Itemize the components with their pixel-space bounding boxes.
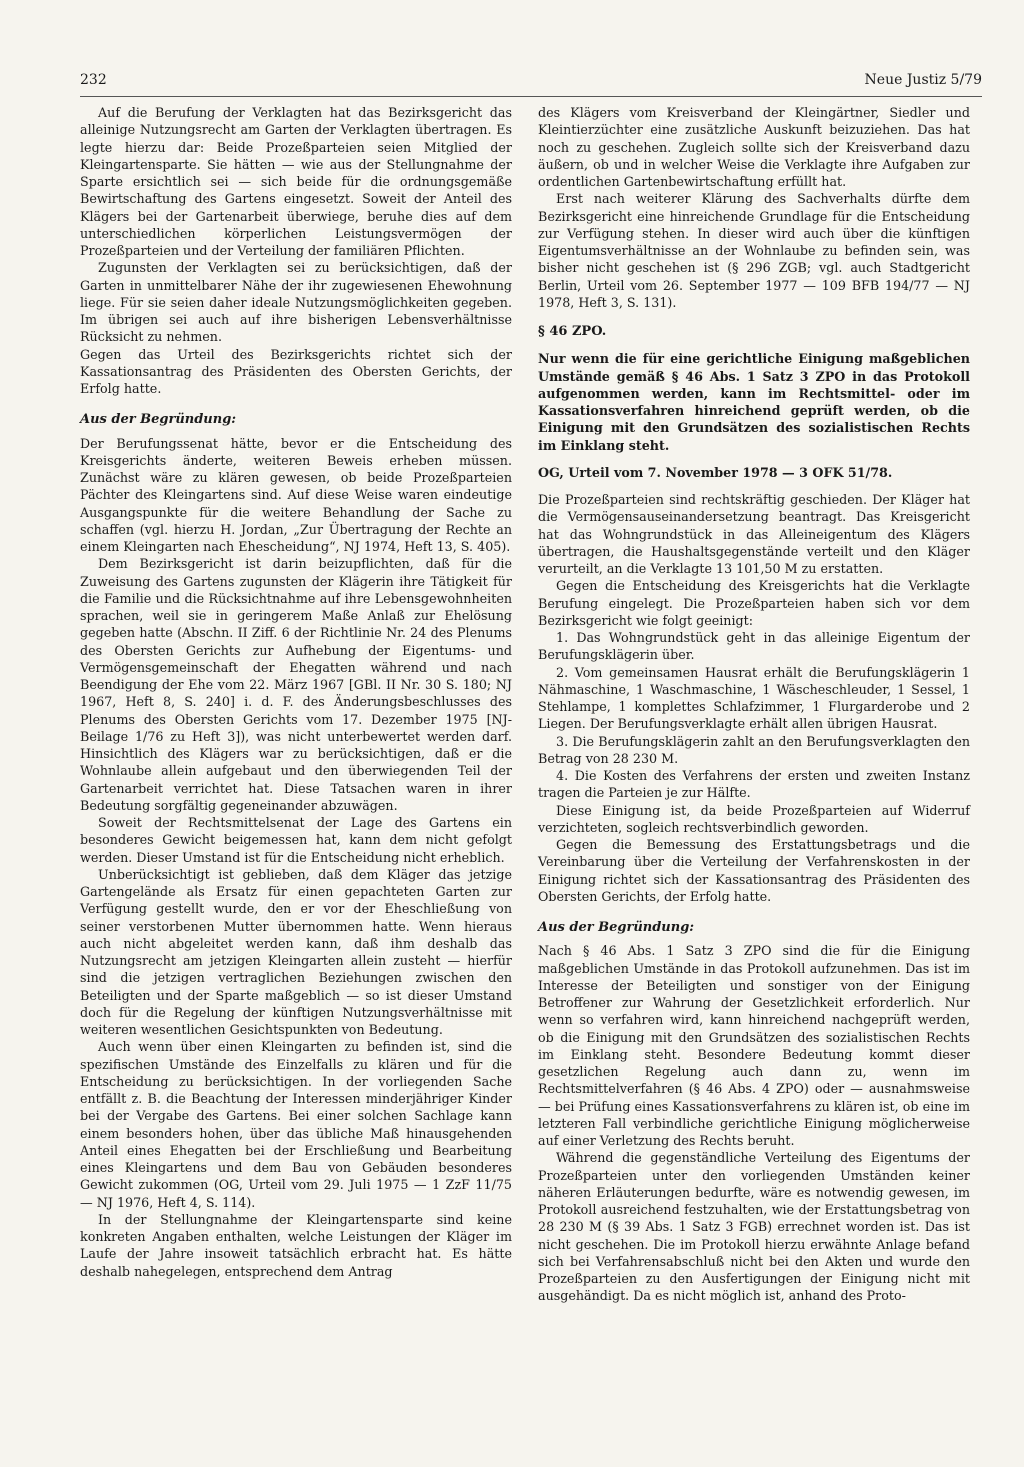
- paragraph: Zugunsten der Verklagten sei zu berücksichtigen, daß der Garten in unmittelbarer Nähe der ihr zugewiesenen Ehewohnung liege. Für sie seien daher ideale Nutzungsmöglichkeiten gegeben. Im übrigen sei auch auf ihre bisherigen Lebensverhältnisse Rücksicht zu nehmen.: [80, 260, 512, 345]
- right-column: [538, 104, 970, 1305]
- paragraph: Auf die Berufung der Verklagten hat das Bezirksgericht das alleinige Nutzungsrecht am Garten der Verklagten übertragen. Es legte hierzu dar: Beide Prozeßparteien seien Mitglied der Kleingartensparte. Sie hätten — wie aus der Stellungnahme der Sparte ersichtlich sei — sich beide für die ordnungsgemäße Bewirtschaftung des Gartens eingesetzt. Soweit der Anteil des Klägers bei der Gartenarbeit überwiege, beruhe dies auf dem unterschiedlichen körperlichen Leistungsvermögen der Prozeßparteien und der Verteilung der familiären Pflichten.: [80, 105, 512, 258]
- paragraph: Diese Einigung ist, da beide Prozeßparteien auf Widerruf verzichteten, sogleich rechtsverbindlich geworden.: [538, 802, 970, 835]
- page-header: [80, 72, 982, 94]
- paragraph: Unberücksichtigt ist geblieben, daß dem Kläger das jetzige Gartengelände als Ersatz für einen gepachteten Garten zur Verfügung gestellt wurde, den er vor der Eheschließung von seiner verstorbenen Mutter übernommen hatte. Wenn hieraus auch nicht abgeleitet werden kann, daß ihm deshalb das Nutzungsrecht am jetzigen Kleingarten allein zusteht — hierfür sind die jetzigen vertraglichen Beziehungen zwischen den Beteiligten und der Sparte maßgeblich — so ist dieser Umstand doch für die Regelung der künftigen Nutzungsverhältnisse mit weiteren wesentlichen Gesichtspunkten von Bedeutung.: [80, 866, 512, 1037]
- list-item: 3. Die Berufungsklägerin zahlt an den Berufungsverklagten den Betrag von 28 230 M.: [538, 733, 970, 766]
- section-heading: Aus der Begründung:: [80, 412, 237, 428]
- paragraph: Gegen das Urteil des Bezirksgerichts richtet sich der Kassationsantrag des Präsidenten des Obersten Gerichts, der Erfolg hatte.: [80, 346, 512, 396]
- paragraph: Dem Bezirksgericht ist darin beizupflichten, daß für die Zuweisung des Gartens zugunsten der Klägerin ihre Tätigkeit für die Familie und die Rücksichtnahme auf ihre Lebensgewohnheiten sprachen, weil sie in geringerem Maße Anlaß zur Ehelösung gegeben hatte (Abschn. II Ziff. 6 der Richtlinie Nr. 24 des Plenums des Obersten Gerichts zur Aufhebung der Eigentums- und Vermögensgemeinschaft der Ehegatten während und nach Beendigung der Ehe vom 22. März 1967 [GBl. II Nr. 30 S. 180; NJ 1967, Heft 8, S. 240] i. d. F. des Änderungsbeschlusses des Plenums des Obersten Gerichts vom 17. Dezember 1975 [NJ-Beilage 1/76 zu Heft 3]), was nicht unterbewertet werden darf. Hinsichtlich des Klägers war zu berücksichtigen, daß er die Wohnlaube allein aufgebaut und den überwiegenden Teil der Gartenarbeit verrichtet hat. Diese Tatsachen waren in ihrer Bedeutung sorgfältig gegeneinander abzuwägen.: [80, 556, 512, 813]
- paragraph: des Klägers vom Kreisverband der Kleingärtner, Siedler und Kleintierzüchter eine zusätzliche Auskunft beizuziehen. Das hat noch zu geschehen. Zugleich sollte sich der Kreisverband dazu äußern, ob und in welcher Weise die Verklagte ihre Aufgaben zur ordentlichen Gartenbewirtschaftung erfüllt hat.: [538, 105, 970, 189]
- paragraph: Erst nach weiterer Klärung des Sachverhalts dürfte dem Bezirksgericht eine hinreichende Grundlage für die Entscheidung zur Verfügung stehen. In dieser wird auch über die künftigen Eigentumsverhältnisse an der Wohnlaube zu befinden sein, was bisher nicht geschehen ist (§ 296 ZGB; vgl. auch Stadtgericht Berlin, Urteil vom 26. September 1977 — 109 BFB 194/77 — NJ 1978, Heft 3, S. 131).: [538, 191, 970, 310]
- paragraph: Während die gegenständliche Verteilung des Eigentums der Prozeßparteien unter den vorliegenden Umständen keiner näheren Erläuterungen bedurfte, wäre es notwendig gewesen, im Protokoll ausreichend festzuhalten, wie der Erstattungsbetrag von 28 230 M (§ 39 Abs. 1 Satz 3 FGB) errechnet worden ist. Das ist nicht geschehen. Die im Protokoll hierzu erwähnte Anlage befand sich bei Verfahrensabschluß nicht bei den Akten und wurde den Prozeßparteien zu den Ausfertigungen der Einigung nicht mit ausgehändigt. Da es nicht möglich ist, anhand des Proto-: [538, 1150, 970, 1304]
- paragraph: Gegen die Entscheidung des Kreisgerichts hat die Verklagte Berufung eingelegt. Die Prozeßparteien haben sich vor dem Bezirksgericht wie folgt geeinigt:: [538, 578, 970, 628]
- paragraph: Auch wenn über einen Kleingarten zu befinden ist, sind die spezifischen Umstände des Einzelfalls zu klären und für die Entscheidung zu berücksichtigen. In der vorliegenden Sache entfällt z. B. die Beachtung der Interessen minderjähriger Kinder bei der Vergabe des Gartens. Bei einer solchen Sachlage kann einem besonders hohen, über das übliche Maß hinausgehenden Anteil eines Ehegatten bei der Erschließung und Bearbeitung eines Kleingartens und dem Bau von Gebäuden besonderes Gewicht zukommen (OG, Urteil vom 29. Juli 1975 — 1 ZzF 11/75 — NJ 1976, Heft 4, S. 114).: [80, 1039, 512, 1210]
- list-item: 2. Vom gemeinsamen Hausrat erhält die Berufungsklägerin 1 Nähmaschine, 1 Waschmaschine, 1 Wäscheschleuder, 1 Sessel, 1 Stehlampe, 1 komplettes Schlafzimmer, 1 Flurgarderobe und 2 Liegen. Der Berufungsverklagte erhält allen übrigen Hausrat.: [538, 664, 970, 732]
- law-heading: § 46 ZPO.: [538, 324, 607, 339]
- paragraph: In der Stellungnahme der Kleingartensparte sind keine konkreten Angaben enthalten, welche Leistungen der Kläger im Laufe der Jahre insoweit tatsächlich erbracht hat. Es hätte deshalb nahegelegen, entsprechend dem Antrag: [80, 1211, 512, 1279]
- header-rule: [80, 96, 982, 97]
- journal-issue: Neue Justiz 5/79: [864, 72, 982, 88]
- page-number: 232: [80, 72, 107, 88]
- paragraph: Der Berufungssenat hätte, bevor er die Entscheidung des Kreisgerichts änderte, weiteren Beweis erheben müssen. Zunächst wäre zu klären gewesen, ob beide Prozeßparteien Pächter des Kleingartens sind. Auf diese Weise waren eindeutige Ausgangspunkte für die weitere Behandlung der Sache zu schaffen (vgl. hierzu H. Jordan, „Zur Übertragung der Rechte an einem Kleingarten nach Ehescheidung“, NJ 1974, Heft 13, S. 405).: [80, 435, 512, 554]
- leitsatz: Nur wenn die für eine gerichtliche Einigung maßgeblichen Umstände gemäß § 46 Abs. 1 Satz 3 ZPO in das Protokoll aufgenommen werden, kann im Rechtsmittel- oder im Kassationsverfahren hinreichend geprüft werden, ob die Einigung mit den Grundsätzen des sozialistischen Rechts im Einklang steht.: [538, 351, 970, 453]
- paragraph: Soweit der Rechtsmittelsenat der Lage des Gartens ein besonderes Gewicht beigemessen hat, kann dem nicht gefolgt werden. Dieser Umstand ist für die Entscheidung nicht erheblich.: [80, 815, 512, 865]
- decision-citation: OG, Urteil vom 7. November 1978 — 3 OFK 51/78.: [538, 464, 893, 480]
- paragraph: Gegen die Bemessung des Erstattungsbetrags und die Vereinbarung über die Verteilung der Verfahrenskosten in der Einigung richtet sich der Kassationsantrag des Präsidenten des Obersten Gerichts, der Erfolg hatte.: [538, 837, 970, 904]
- paragraph: Die Prozeßparteien sind rechtskräftig geschieden. Der Kläger hat die Vermögensauseinandersetzung beantragt. Das Kreisgericht hat das Wohngrundstück in das Alleineigentum des Klägers übertragen, die Haushaltsgegenstände verteilt und den Kläger verurteilt, an die Verklagte 13 101,50 M zu erstatten.: [538, 492, 970, 576]
- section-heading: Aus der Begründung:: [538, 920, 695, 935]
- list-item: 4. Die Kosten des Verfahrens der ersten und zweiten Instanz tragen die Parteien je zur Hälfte.: [538, 768, 970, 801]
- paragraph: Nach § 46 Abs. 1 Satz 3 ZPO sind die für die Einigung maßgeblichen Umstände in das Protokoll aufzunehmen. Das ist im Interesse der Beteiligten und sonstiger von der Einigung Betroffener zur Wahrung der Gesetzlichkeit erforderlich. Nur wenn so verfahren wird, kann hinreichend nachgeprüft werden, ob die Einigung mit den Grundsätzen des sozialistischen Rechts im Einklang steht. Besondere Bedeutung kommt dieser gesetzlichen Regelung auch dann zu, wenn im Rechtsmittelverfahren (§ 46 Abs. 4 ZPO) oder — ausnahmsweise — bei Prüfung eines Kassationsverfahrens zu klären ist, ob eine im letzteren Fall verbindliche gerichtliche Einigung möglicherweise auf einer Verletzung des Rechts beruht.: [538, 943, 970, 1148]
- left-column: [80, 104, 512, 1280]
- list-item: 1. Das Wohngrundstück geht in das alleinige Eigentum der Berufungsklägerin über.: [538, 630, 970, 663]
